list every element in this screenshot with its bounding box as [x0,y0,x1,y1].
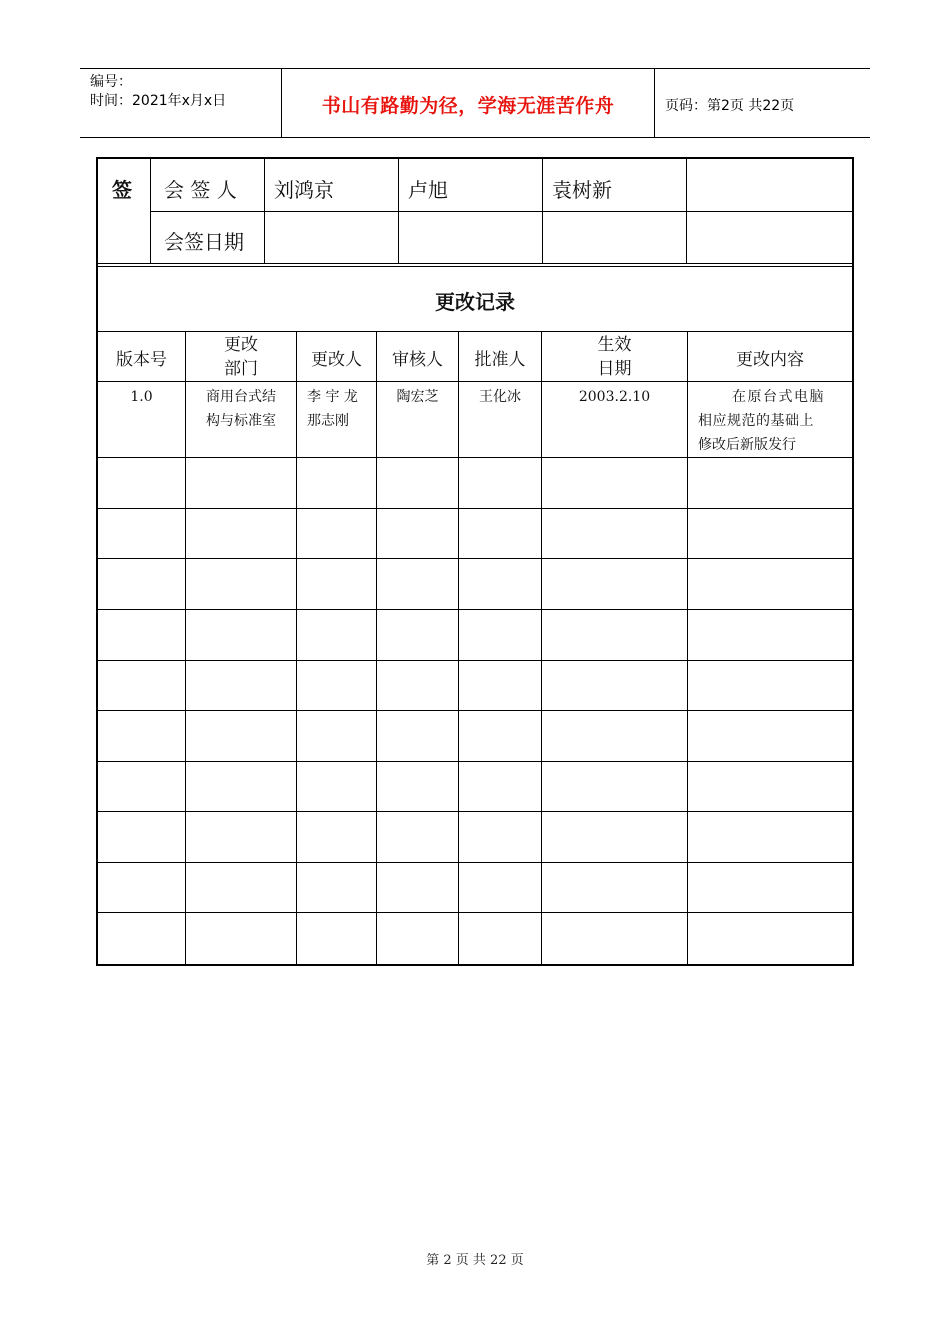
header-motto: 书山有路勤为径，学海无涯苦作舟 [321,95,615,117]
cell-version: 1.0 [130,389,153,405]
cell-reviewer: 陶宏芝 [396,389,439,405]
col-header-date [542,333,687,381]
grid-line [98,558,852,559]
grid-line [98,508,852,509]
grid-line [98,609,852,610]
signer-name: 刘鸿京 [274,178,334,202]
cell-content-line3: 修改后新版发行 [698,437,796,453]
grid-line [376,331,377,964]
grid-line [150,211,852,212]
grid-line [98,660,852,661]
signoff-date-label: 会签日期 [164,230,244,254]
signer-name: 袁树新 [552,178,612,202]
page-header [80,68,870,138]
cell-changer [307,385,375,433]
grid-line [687,331,688,964]
grid-line [98,331,852,332]
cell-changer-line1: 李 宇 龙 [307,389,358,405]
grid-line [98,862,852,863]
col-header-dept [186,333,296,381]
col-header-version: 版本号 [116,350,167,370]
cell-dept-line2: 构与标准室 [206,413,276,429]
signer-name: 卢旭 [408,178,448,202]
document-table [96,157,854,966]
col-header-dept-line1: 更改 [224,335,258,355]
cell-dept-line1: 商用台式结 [206,389,276,405]
header-meta [90,73,226,111]
change-record-title: 更改记录 [435,290,515,314]
cell-approver: 王化冰 [479,389,521,405]
grid-line [98,457,852,458]
grid-line [98,266,852,267]
cell-date: 2003.2.10 [578,389,651,405]
col-header-changer: 更改人 [311,350,362,370]
grid-line [98,710,852,711]
grid-line [98,912,852,913]
grid-line [296,331,297,964]
grid-line [98,811,852,812]
document-time-label: 时间：2021年x月x日 [90,93,227,109]
page-footer: 第 2 页 共 22 页 [426,1253,524,1268]
cell-content [698,385,848,457]
grid-line [458,331,459,964]
col-header-date-line2: 日期 [597,359,632,379]
document-number-label: 编号： [90,74,132,90]
col-header-dept-line2: 部门 [224,359,258,379]
grid-line [98,263,852,264]
col-header-approver: 批准人 [474,350,526,370]
grid-line [98,381,852,382]
signer-label: 会 签 人 [164,178,237,202]
cell-changer-line2: 那志刚 [307,413,349,429]
cell-dept [186,385,296,433]
col-header-content: 更改内容 [736,350,804,370]
cell-content-line1: 在原台式电脑 [732,389,825,405]
grid-line [541,331,542,964]
col-header-date-line1: 生效 [597,335,632,355]
header-page-info: 页码：第2页 共22页 [665,98,795,114]
cell-content-line2: 相应规范的基础上 [698,413,814,429]
col-header-reviewer: 审核人 [392,350,443,370]
signoff-section-label: 签 [112,178,132,202]
header-divider [654,69,655,137]
grid-line [98,761,852,762]
